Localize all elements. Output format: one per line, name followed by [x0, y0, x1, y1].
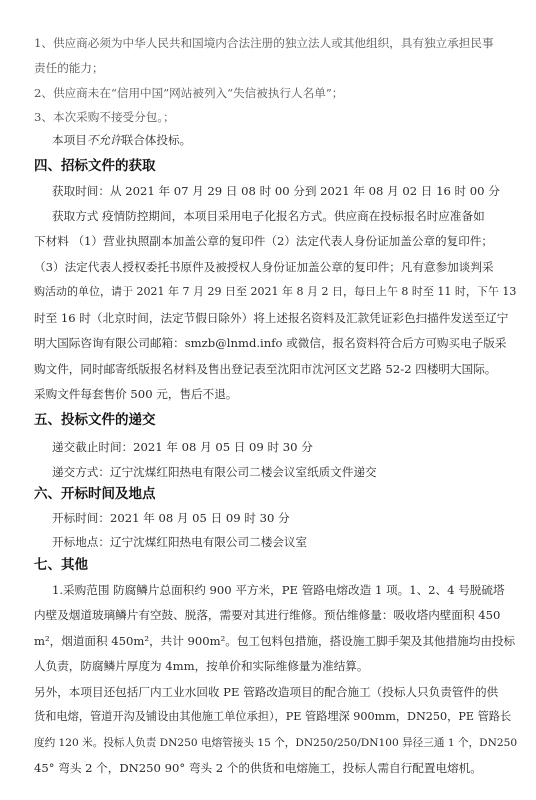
acquisition-method-line: 采购文件每套售价 500 元，售后不退。: [34, 387, 238, 401]
submission-method: 递交方式：辽宁沈煤红阳热电有限公司二楼会议室纸质文件递交: [52, 465, 377, 479]
acquisition-time: 获取时间：从 2021 年 07 月 29 日 08 时 00 分到 2021 年 08 月 02 日 16 时 00 分: [52, 184, 500, 198]
other-line: 45° 弯头 2 个，DN250 90° 弯头 2 个的供货和电熔施工，投标人需自行配置电熔机。: [34, 761, 482, 775]
requirement-1-line-2: 责任的能力；: [34, 61, 104, 75]
consortium-prefix: 本项目: [52, 133, 87, 147]
other-line: 度约 120 米。投标人负责 DN250 电熔管接头 15 个，DN250/250/DN100 异径三通 1 个，DN250: [34, 737, 518, 749]
other-line: 货和电熔，管道开沟及铺设由其他施工单位承担），PE 管路埋深 900mm，DN250，PE 管路长: [34, 710, 512, 723]
consortium-note: [52, 132, 191, 148]
submission-deadline: 递交截止时间：2021 年 08 月 05 日 09 时 30 分: [52, 440, 313, 454]
other-line: 内壁及烟道玻璃鳞片有空鼓、脱落，需要对其进行维修。预估维修量：吸收塔内壁面积 450: [34, 608, 501, 622]
acquisition-method-line: （3）法定代表人授权委托书原件及被授权人身份证加盖公章的复印件；凡有意参加谈判采: [34, 260, 494, 274]
section-4-heading: 四、招标文件的获取: [34, 158, 156, 174]
other-line: 另外，本项目还包括厂内工业水回收 PE 管路改造项目的配合施工（投标人只负责管件的供: [34, 685, 499, 699]
section-6-heading: 六、开标时间及地点: [34, 486, 156, 502]
other-line: m²，烟道面积 450m²，共计 900m²。包工包料包措施，搭设施工脚手架及其他措施均由投标: [34, 634, 516, 648]
acquisition-method-line: 明大国际咨询有限公司邮箱：smzb@lnmd.info 或微信，报名资料符合后方可购买电子版采: [34, 336, 507, 350]
section-5-heading: 五、投标文件的递交: [34, 412, 156, 428]
acquisition-method-line: 购文件，同时邮寄纸版报名材料及售出登记表至沈阳市沈河区文艺路 52-2 四楼明大国际。: [34, 362, 497, 376]
opening-place: 开标地点：辽宁沈煤红阳热电有限公司二楼会议室: [52, 535, 308, 549]
requirement-1-line-1: 1、供应商必须为中华人民共和国境内合法注册的独立法人或其他组织，具有独立承担民事: [34, 36, 494, 50]
section-7-heading: 七、其他: [34, 557, 88, 573]
consortium-emphasis: 不允许: [86, 133, 122, 147]
consortium-suffix: 联合体投标。: [121, 133, 192, 147]
requirement-3: 3、本次采购不接受分包。；: [34, 110, 175, 124]
acquisition-method-line: 购活动的单位，请于 2021 年 7 月 29 日至 2021 年 8 月 2 日，每日上午 8 时至 11 时，下午 13: [34, 285, 517, 298]
acquisition-method-line: 时至 16 时（北京时间，法定节假日除外）将上述报名资料及汇款凭证彩色扫描件发送至辽宁: [34, 311, 509, 325]
opening-time: 开标时间：2021 年 08 月 05 日 09 时 30 分: [52, 511, 290, 525]
acquisition-method-line: 下材料 （1）营业执照副本加盖公章的复印件（2）法定代表人身份证加盖公章的复印件；: [34, 234, 494, 248]
other-line: 1.采购范围 防腐鳞片总面积约 900 平方米，PE 管路电熔改造 1 项。1、2、4 号脱硫塔: [52, 583, 505, 597]
acquisition-method-line: 获取方式 疫情防控期间，本项目采用电子化报名方式。供应商在投标报名时应准备如: [52, 209, 485, 223]
other-line: 人负责，防腐鳞片厚度为 4mm，按单价和实际维修量为准结算。: [34, 659, 369, 673]
requirement-2: 2、供应商未在“信用中国”网站被列入“失信被执行人名单”；: [34, 86, 344, 100]
